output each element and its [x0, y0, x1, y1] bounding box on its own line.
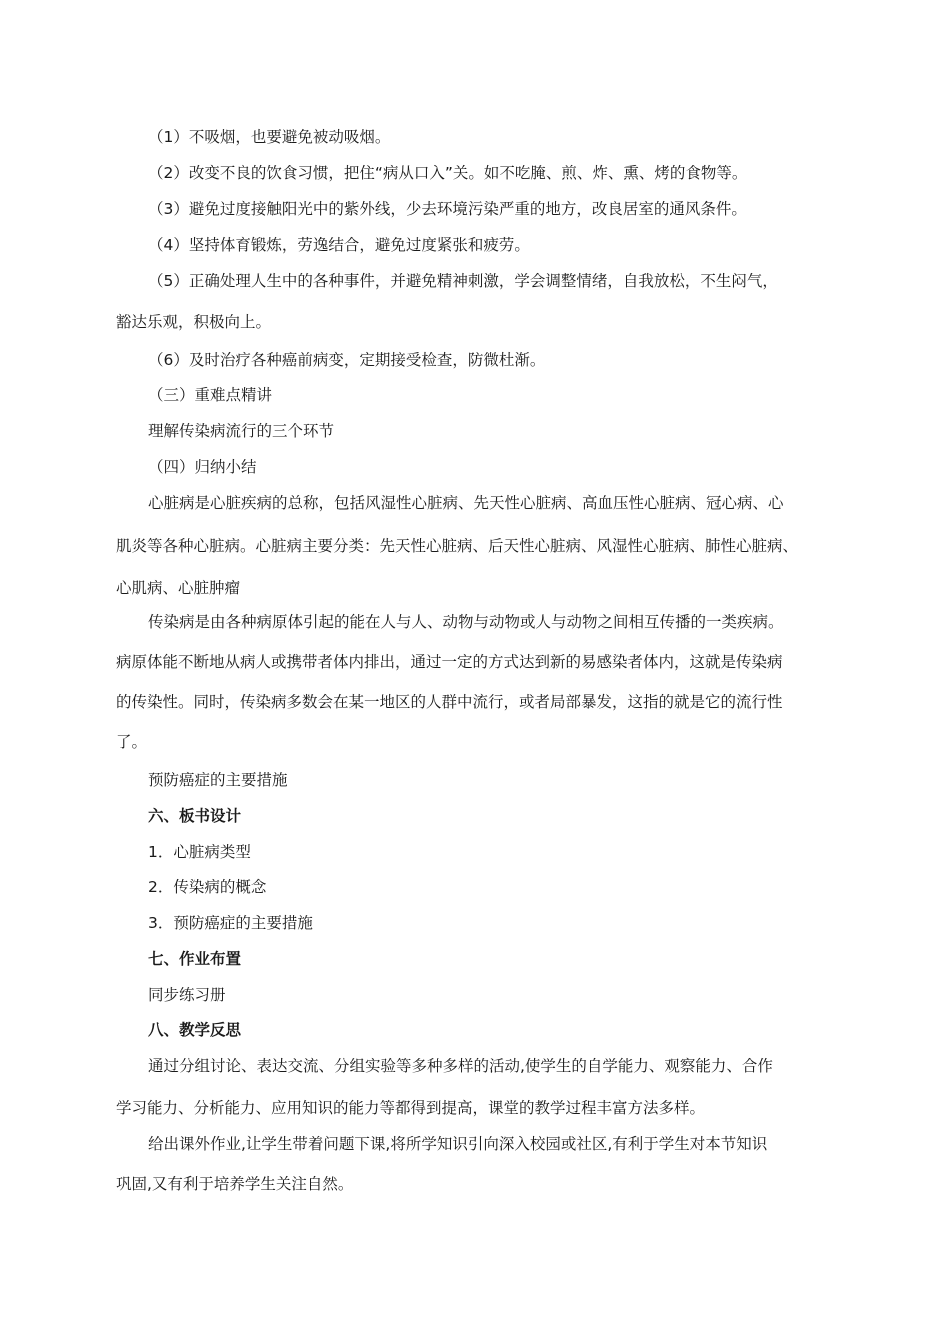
- heart-paragraph-line: 心脏病是心脏疾病的总称，包括风湿性心脏病、先天性心脏病、高血压性心脏病、冠心病、心: [148, 494, 784, 512]
- board-item: 3．预防癌症的主要措施: [148, 914, 313, 932]
- section3-heading: （三）重难点精讲: [148, 386, 273, 404]
- board-item: 1．心脏病类型: [148, 843, 251, 861]
- infectious-paragraph-line: 传染病是由各种病原体引起的能在人与人、动物与动物或人与动物之间相互传播的一类疾病。: [148, 613, 784, 631]
- reflection-line: 巩固,又有利于培养学生关注自然。: [116, 1175, 354, 1193]
- measure-4: （4）坚持体育锻炼，劳逸结合，避免过度紧张和疲劳。: [148, 236, 530, 254]
- reflection-line: 给出课外作业,让学生带着问题下课,将所学知识引向深入校园或社区,有利于学生对本节知识: [148, 1135, 768, 1153]
- section7-text: 同步练习册: [148, 986, 226, 1004]
- measure-6: （6）及时治疗各种癌前病变，定期接受检查，防微杜渐。: [148, 351, 546, 369]
- infectious-paragraph-line: 的传染性。同时，传染病多数会在某一地区的人群中流行，或者局部暴发，这指的就是它的流行性: [116, 693, 783, 711]
- reflection-line: 学习能力、分析能力、应用知识的能力等都得到提高，课堂的教学过程丰富方法多样。: [116, 1099, 706, 1117]
- measure-5-cont: 豁达乐观，积极向上。: [116, 313, 272, 331]
- reflection-line: 通过分组讨论、表达交流、分组实验等多种多样的活动,使学生的自学能力、观察能力、合作: [148, 1057, 773, 1075]
- section7-heading: 七、作业布置: [148, 950, 242, 968]
- board-item: 2．传染病的概念: [148, 878, 267, 896]
- section6-heading: 六、板书设计: [148, 807, 242, 825]
- heart-paragraph-line: 肌炎等各种心脏病。心脏病主要分类：先天性心脏病、后天性心脏病、风湿性心脏病、肺性心脏病、: [116, 537, 799, 555]
- cancer-prevention-text: 预防癌症的主要措施: [148, 771, 288, 789]
- measure-3: （3）避免过度接触阳光中的紫外线，少去环境污染严重的地方，改良居室的通风条件。: [148, 200, 747, 218]
- measure-1: （1）不吸烟，也要避免被动吸烟。: [148, 128, 391, 146]
- section8-heading: 八、教学反思: [148, 1021, 242, 1039]
- measure-2: （2）改变不良的饮食习惯，把住“病从口入”关。如不吃腌、煎、炸、熏、烤的食物等。: [148, 164, 748, 182]
- heart-paragraph-line: 心肌病、心脏肿瘤: [116, 579, 241, 597]
- measure-5: （5）正确处理人生中的各种事件，并避免精神刺激，学会调整情绪，自我放松，不生闷气，: [148, 272, 778, 290]
- infectious-paragraph-line: 了。: [116, 733, 148, 751]
- infectious-paragraph-line: 病原体能不断地从病人或携带者体内排出，通过一定的方式达到新的易感染者体内，这就是传染病: [116, 653, 783, 671]
- section3-text: 理解传染病流行的三个环节: [148, 422, 335, 440]
- section4-heading: （四）归纳小结: [148, 458, 257, 476]
